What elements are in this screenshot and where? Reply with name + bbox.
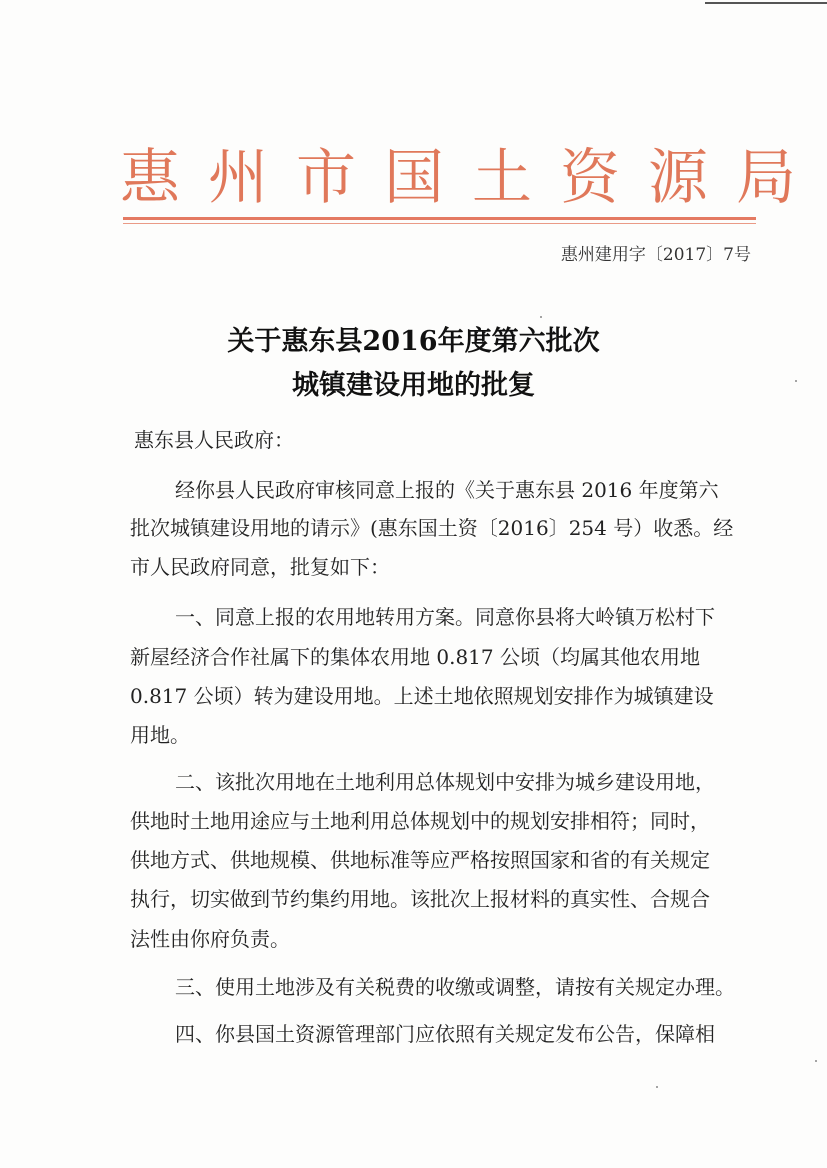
paragraph-2-line-4: 用地。 bbox=[130, 723, 190, 747]
scan-speck bbox=[540, 316, 542, 318]
paragraph-3-line-2: 供地时土地用途应与土地利用总体规划中的规划安排相符；同时， bbox=[130, 809, 710, 833]
scan-edge-mark bbox=[705, 2, 827, 4]
letterhead-red-rule bbox=[123, 217, 756, 220]
paragraph-3-line-5: 法性由你府负责。 bbox=[130, 927, 290, 951]
letterhead-red-rule-thin bbox=[123, 223, 756, 224]
paragraph-5-line-1: 四、你县国土资源管理部门应依照有关规定发布公告，保障相 bbox=[175, 1022, 715, 1046]
paragraph-2-line-3: 0.817 公顷）转为建设用地。上述土地依照规划安排作为城镇建设 bbox=[130, 684, 714, 708]
document-number: 惠州建用字〔2017〕7号 bbox=[560, 245, 751, 265]
paragraph-3-line-4: 执行，切实做到节约集约用地。该批次上报材料的真实性、合规合 bbox=[130, 887, 710, 911]
paragraph-3-line-3: 供地方式、供地规模、供地标准等应严格按照国家和省的有关规定 bbox=[130, 848, 710, 872]
paragraph-4-line-1: 三、使用土地涉及有关税费的收缴或调整，请按有关规定办理。 bbox=[175, 975, 735, 999]
scan-speck bbox=[795, 380, 797, 382]
scan-speck bbox=[656, 1086, 658, 1088]
document-title-line-1: 关于惠东县2016年度第六批次 bbox=[227, 326, 600, 357]
paragraph-2-line-1: 一、同意上报的农用地转用方案。同意你县将大岭镇万松村下 bbox=[175, 605, 715, 629]
paragraph-1-line-3: 市人民政府同意，批复如下： bbox=[130, 555, 390, 579]
paragraph-2-line-2: 新屋经济合作社属下的集体农用地 0.817 公顷（均属其他农用地 bbox=[130, 645, 700, 669]
scan-speck bbox=[815, 1060, 817, 1062]
paragraph-3-line-1: 二、该批次用地在土地利用总体规划中安排为城乡建设用地， bbox=[175, 770, 715, 794]
paragraph-1-line-1: 经你县人民政府审核同意上报的《关于惠东县 2016 年度第六 bbox=[175, 478, 719, 502]
letterhead-org-name: 惠州市国土资源局 bbox=[120, 143, 824, 213]
paragraph-1-line-2: 批次城镇建设用地的请示》(惠东国土资〔2016〕254 号）收悉。经 bbox=[130, 516, 734, 540]
salutation: 惠东县人民政府： bbox=[134, 428, 294, 452]
document-title-line-2: 城镇建设用地的批复 bbox=[292, 370, 535, 401]
